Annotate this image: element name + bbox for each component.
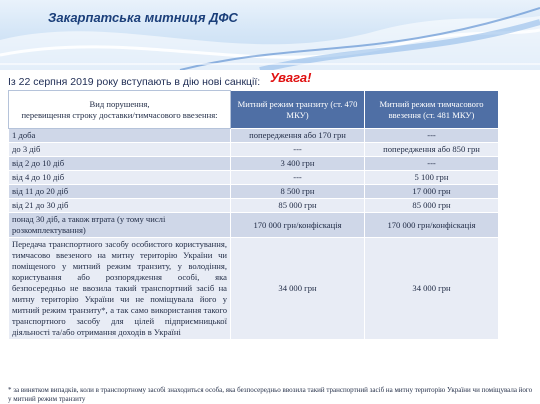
table-row xyxy=(9,213,499,238)
cell-transit: --- xyxy=(231,143,365,157)
table-row xyxy=(9,199,499,213)
cell-temporary-import: 170 000 грн/конфіскація xyxy=(365,213,499,238)
cell-temporary-import: 5 100 грн xyxy=(365,171,499,185)
notice-text: Із 22 серпня 2019 року вступають в дію нові санкції: xyxy=(8,76,261,88)
cell-transit: 3 400 грн xyxy=(231,157,365,171)
banner-title: Закарпатська митниця ДФС xyxy=(48,10,238,25)
cell-violation: від 4 до 10 діб xyxy=(9,171,231,185)
footnote: * за винятком випадків, коли в транспортному засобі знаходиться особа, яка безпосередньо ввозила такий транспортний засіб на митну територію України чи поміщувала його у митний режим транзиту xyxy=(8,386,533,404)
cell-temporary-import: попередження або 850 грн xyxy=(365,143,499,157)
table-header-row xyxy=(9,91,499,129)
cell-transit: 34 000 грн xyxy=(231,238,365,340)
sanctions-table xyxy=(8,90,499,340)
cell-temporary-import: 85 000 грн xyxy=(365,199,499,213)
cell-violation: Передача транспортного засобу особистого користування, тимчасово ввезеного на митну територію України чи поміщеного у митний режим транзиту, у володіння, користування або розпорядження особі, яка безпосередньо не ввозила такий транспортний засіб на митну територію України чи не поміщувала його у митний режим транзиту*, а так само використання такого транспортного засобу для цілей підприємницької діяльності та/або отримання доходів в Україні xyxy=(9,238,231,340)
table-row xyxy=(9,157,499,171)
cell-transit: 85 000 грн xyxy=(231,199,365,213)
cell-temporary-import: 17 000 грн xyxy=(365,185,499,199)
cell-temporary-import: 34 000 грн xyxy=(365,238,499,340)
cell-transit: 8 500 грн xyxy=(231,185,365,199)
header-transit: Митний режим транзиту (ст. 470 МКУ) xyxy=(231,91,365,129)
table-row xyxy=(9,143,499,157)
cell-violation: понад 30 діб, а також втрата (у тому числі розкомплектування) xyxy=(9,213,231,238)
table-row xyxy=(9,129,499,143)
cell-violation: до 3 діб xyxy=(9,143,231,157)
warning-label: Увага! xyxy=(270,70,312,85)
cell-transit: попередження або 170 грн xyxy=(231,129,365,143)
cell-temporary-import: --- xyxy=(365,157,499,171)
header-banner xyxy=(0,0,540,70)
cell-transit: --- xyxy=(231,171,365,185)
cell-transit: 170 000 грн/конфіскація xyxy=(231,213,365,238)
cell-violation: від 2 до 10 діб xyxy=(9,157,231,171)
header-violation xyxy=(9,91,231,129)
cell-violation: 1 доба xyxy=(9,129,231,143)
header-violation-text: Вид порушення, перевищення строку доставки/тимчасового ввезення: xyxy=(21,98,218,120)
table-row xyxy=(9,171,499,185)
table-row xyxy=(9,185,499,199)
header-temporary-import: Митний режим тимчасового ввезення (ст. 481 МКУ) xyxy=(365,91,499,129)
cell-temporary-import: --- xyxy=(365,129,499,143)
cell-violation: від 11 до 20 діб xyxy=(9,185,231,199)
cell-violation: від 21 до 30 діб xyxy=(9,199,231,213)
table-row xyxy=(9,238,499,340)
